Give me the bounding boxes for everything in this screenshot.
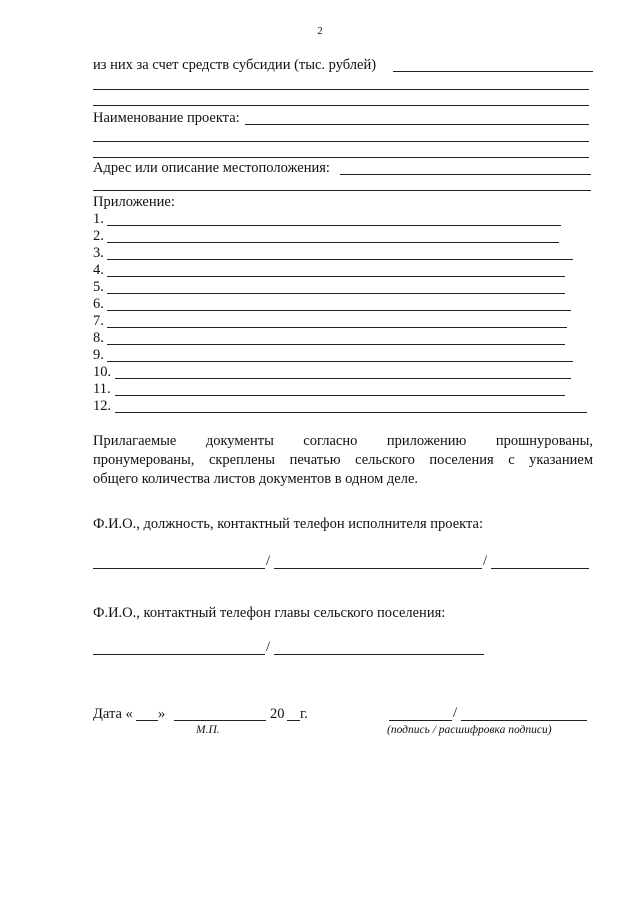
address-label: Адрес или описание местоположения: — [93, 160, 330, 176]
documents-note-line-2: пронумерованы, скреплены печатью сельского поселения с указанием — [93, 452, 593, 468]
head-phone-field[interactable] — [274, 654, 484, 655]
attachment-number: 6. — [93, 296, 104, 312]
attachments-label: Приложение: — [93, 194, 175, 210]
attachment-field[interactable] — [107, 293, 565, 294]
date-prefix: Дата « — [93, 706, 133, 722]
executor-name-field[interactable] — [93, 568, 265, 569]
signature-separator: / — [453, 705, 458, 721]
executor-label: Ф.И.О., должность, контактный телефон исполнителя проекта: — [93, 516, 483, 532]
attachment-number: 7. — [93, 313, 104, 329]
executor-position-field[interactable] — [274, 568, 482, 569]
attachment-field[interactable] — [107, 361, 573, 362]
attachment-number: 10. — [93, 364, 112, 380]
date-month-field[interactable] — [174, 720, 266, 721]
attachment-number: 12. — [93, 398, 112, 414]
project-name-field[interactable] — [245, 124, 589, 125]
attachment-field[interactable] — [107, 276, 565, 277]
subsidy-field[interactable] — [393, 71, 593, 72]
stamp-label: М.П. — [196, 724, 220, 736]
attachment-field[interactable] — [107, 327, 567, 328]
address-field-line-2[interactable] — [93, 190, 591, 191]
attachment-number: 9. — [93, 347, 104, 363]
attachment-number: 1. — [93, 211, 104, 227]
attachment-number: 8. — [93, 330, 104, 346]
head-separator: / — [266, 639, 271, 655]
attachment-number: 11. — [93, 381, 111, 397]
signature-field[interactable] — [389, 720, 452, 721]
signature-caption: (подпись / расшифровка подписи) — [387, 724, 552, 736]
attachment-field[interactable] — [115, 378, 571, 379]
head-name-field[interactable] — [93, 654, 265, 655]
attachment-number: 4. — [93, 262, 104, 278]
attachment-field[interactable] — [107, 344, 565, 345]
signature-decode-field[interactable] — [461, 720, 587, 721]
project-name-label: Наименование проекта: — [93, 110, 240, 126]
attachment-number: 3. — [93, 245, 104, 261]
executor-separator-2: / — [483, 553, 488, 569]
attachment-number: 2. — [93, 228, 104, 244]
attachment-field[interactable] — [115, 395, 565, 396]
attachment-field[interactable] — [107, 259, 573, 260]
subsidy-label: из них за счет средств субсидии (тыс. рублей) — [93, 57, 377, 73]
executor-phone-field[interactable] — [491, 568, 589, 569]
project-name-field-line-3[interactable] — [93, 157, 589, 158]
date-year-suffix: г. — [300, 706, 308, 722]
documents-note — [93, 432, 593, 489]
executor-separator-1: / — [266, 553, 271, 569]
attachment-field[interactable] — [107, 310, 571, 311]
attachment-field[interactable] — [107, 242, 559, 243]
subsidy-field-line-3[interactable] — [93, 105, 589, 106]
attachment-field[interactable] — [115, 412, 587, 413]
attachment-number: 5. — [93, 279, 104, 295]
date-quote-close: » — [158, 706, 166, 722]
head-label: Ф.И.О., контактный телефон главы сельского поселения: — [93, 605, 446, 621]
attachment-field[interactable] — [107, 225, 561, 226]
date-year-field[interactable] — [287, 720, 300, 721]
documents-note-line-3: общего количества листов документов в одном деле. — [93, 471, 419, 487]
page-number: 2 — [317, 25, 323, 37]
date-year-prefix: 20 — [270, 706, 285, 722]
documents-note-line-1: Прилагаемые документы согласно приложению прошнурованы, — [93, 433, 593, 449]
address-field[interactable] — [340, 174, 591, 175]
date-day-field[interactable] — [136, 720, 158, 721]
project-name-field-line-2[interactable] — [93, 141, 589, 142]
subsidy-field-line-2[interactable] — [93, 89, 589, 90]
